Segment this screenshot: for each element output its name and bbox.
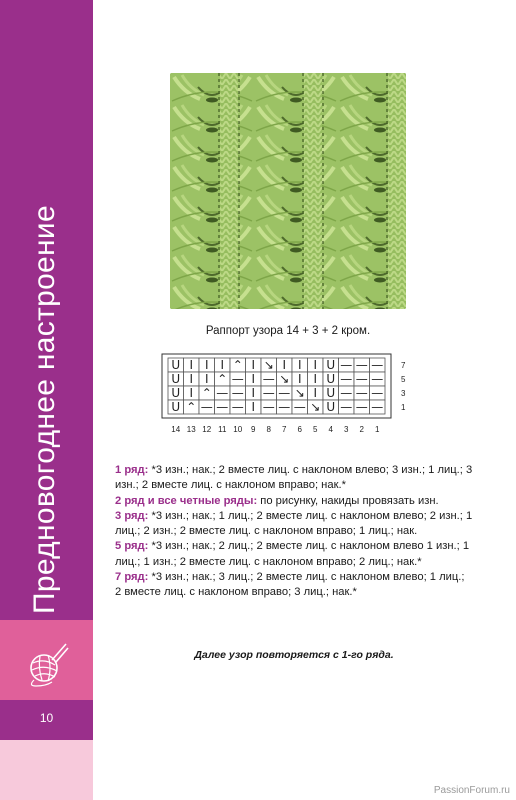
chart-symbol: — bbox=[231, 386, 244, 400]
chart-symbol: U bbox=[171, 358, 181, 372]
chart-column-number: 9 bbox=[251, 425, 256, 434]
chart-symbol: — bbox=[278, 400, 291, 414]
chart-column-number: 13 bbox=[186, 425, 196, 434]
chart-column-number: 4 bbox=[328, 425, 333, 434]
chart-row-number: 7 bbox=[401, 361, 406, 370]
chart-symbol: I bbox=[297, 358, 302, 372]
chart-symbol: — bbox=[262, 400, 275, 414]
chart-column-number: 8 bbox=[266, 425, 271, 434]
chart-symbol: I bbox=[251, 400, 256, 414]
chart-symbol: — bbox=[262, 372, 275, 386]
chart-symbol: I bbox=[251, 386, 256, 400]
chart-column-number: 2 bbox=[359, 425, 364, 434]
chart-symbol: ↘ bbox=[294, 386, 305, 400]
sidebar-bottom-band bbox=[0, 740, 93, 800]
chart-column-number: 7 bbox=[282, 425, 287, 434]
chart-symbol: — bbox=[231, 400, 244, 414]
chart-row-number: 5 bbox=[401, 375, 406, 384]
chart-symbol: I bbox=[204, 358, 209, 372]
chart-symbol: — bbox=[355, 386, 368, 400]
chart-symbol: — bbox=[278, 386, 291, 400]
chart-symbol: U bbox=[326, 400, 336, 414]
chart-symbol: U bbox=[326, 386, 336, 400]
chart-symbol: — bbox=[371, 400, 384, 414]
chart-symbol: — bbox=[200, 400, 213, 414]
knitting-chart bbox=[160, 352, 420, 457]
chart-column-number: 1 bbox=[375, 425, 380, 434]
instruction-row-3: 3 ряд: *3 изн.; нак.; 1 лиц.; 2 вместе лиц. с наклоном влево; 2 изн.; 1 лиц.; 2 изн.; 2 вместе лиц. с наклоном вправо; 1 лиц.; нак. bbox=[115, 509, 473, 538]
chart-symbol: — bbox=[340, 372, 353, 386]
chart-symbol: — bbox=[216, 400, 229, 414]
chart-symbol: I bbox=[297, 372, 302, 386]
chart-grid bbox=[160, 352, 420, 452]
chart-symbol: I bbox=[251, 372, 256, 386]
chart-symbol: U bbox=[171, 372, 181, 386]
chart-symbol: ⌃ bbox=[201, 386, 212, 400]
chart-symbol: — bbox=[340, 386, 353, 400]
sidebar bbox=[0, 0, 93, 800]
chart-symbol: ⌃ bbox=[217, 372, 228, 386]
chart-symbol: U bbox=[171, 400, 181, 414]
chart-symbol: ↘ bbox=[263, 358, 274, 372]
instruction-row-7: 7 ряд: *3 изн.; нак.; 3 лиц.; 2 вместе лиц. с наклоном влево; 1 лиц.; 2 вместе лиц. с наклоном вправо; 3 лиц.; нак.* bbox=[115, 571, 465, 599]
chart-symbol: I bbox=[189, 358, 194, 372]
chart-symbol: I bbox=[251, 358, 256, 372]
chart-symbol: U bbox=[326, 372, 336, 386]
chart-symbol: U bbox=[326, 358, 336, 372]
instruction-row-5: 5 ряд: *3 изн.; нак.; 2 лиц.; 2 вместе лиц. с наклоном влево 1 изн.; 1 лиц.; 1 изн.; 2 вместе лиц. с наклоном вправо; 2 лиц.; нак.* bbox=[115, 540, 470, 568]
chart-symbol: — bbox=[231, 372, 244, 386]
chart-symbol: ↘ bbox=[279, 372, 290, 386]
instructions bbox=[115, 463, 473, 601]
chapter-title: Предновогоднее настроение bbox=[28, 205, 61, 614]
chart-symbol: I bbox=[220, 358, 225, 372]
chart-symbol: ⌃ bbox=[232, 358, 243, 372]
chart-symbol: I bbox=[282, 358, 287, 372]
chart-symbol: I bbox=[313, 386, 318, 400]
chart-column-number: 12 bbox=[202, 425, 212, 434]
chart-symbol: — bbox=[355, 372, 368, 386]
chart-symbol: I bbox=[313, 358, 318, 372]
chart-symbol: ⌃ bbox=[186, 400, 197, 414]
chart-symbol: — bbox=[371, 358, 384, 372]
chart-symbol: — bbox=[216, 386, 229, 400]
page-number: 10 bbox=[39, 711, 54, 725]
chart-symbol: I bbox=[204, 372, 209, 386]
chart-column-number: 10 bbox=[233, 425, 243, 434]
pattern-caption: Раппорт узора 14 + 3 + 2 кром. bbox=[205, 325, 371, 337]
chart-row-number: 3 bbox=[401, 389, 406, 398]
chart-symbol: — bbox=[371, 386, 384, 400]
chart-symbol: — bbox=[340, 358, 353, 372]
chart-symbol: — bbox=[371, 372, 384, 386]
chart-symbol: — bbox=[355, 400, 368, 414]
chart-symbol: I bbox=[189, 386, 194, 400]
chart-column-number: 6 bbox=[297, 425, 302, 434]
chart-column-number: 5 bbox=[313, 425, 318, 434]
chart-symbol: — bbox=[340, 400, 353, 414]
repeat-note: Далее узор повторяется с 1-го ряда. bbox=[194, 649, 394, 661]
chart-column-number: 11 bbox=[218, 425, 227, 434]
instruction-row-2: 2 ряд и все четные ряды: по рисунку, накиды провязать изн. bbox=[115, 494, 439, 507]
chart-symbol: — bbox=[355, 358, 368, 372]
instruction-row-1: 1 ряд: *3 изн.; нак.; 2 вместе лиц. с наклоном влево; 3 изн.; 1 лиц.; 3 изн.; 2 вместе лиц. с наклоном вправо; нак.* bbox=[115, 464, 473, 492]
yarn-ball-icon bbox=[26, 640, 70, 688]
chart-symbol: I bbox=[189, 372, 194, 386]
chart-column-number: 3 bbox=[344, 425, 349, 434]
chart-column-number: 14 bbox=[171, 425, 181, 434]
chart-symbol: — bbox=[293, 400, 306, 414]
chart-symbol: — bbox=[262, 386, 275, 400]
watermark: PassionForum.ru bbox=[433, 785, 510, 796]
chart-row-number: 1 bbox=[401, 403, 406, 412]
knit-sample-photo bbox=[170, 73, 406, 309]
chart-symbol: ↘ bbox=[310, 400, 321, 414]
chart-symbol: U bbox=[171, 386, 181, 400]
chart-symbol: I bbox=[313, 372, 318, 386]
